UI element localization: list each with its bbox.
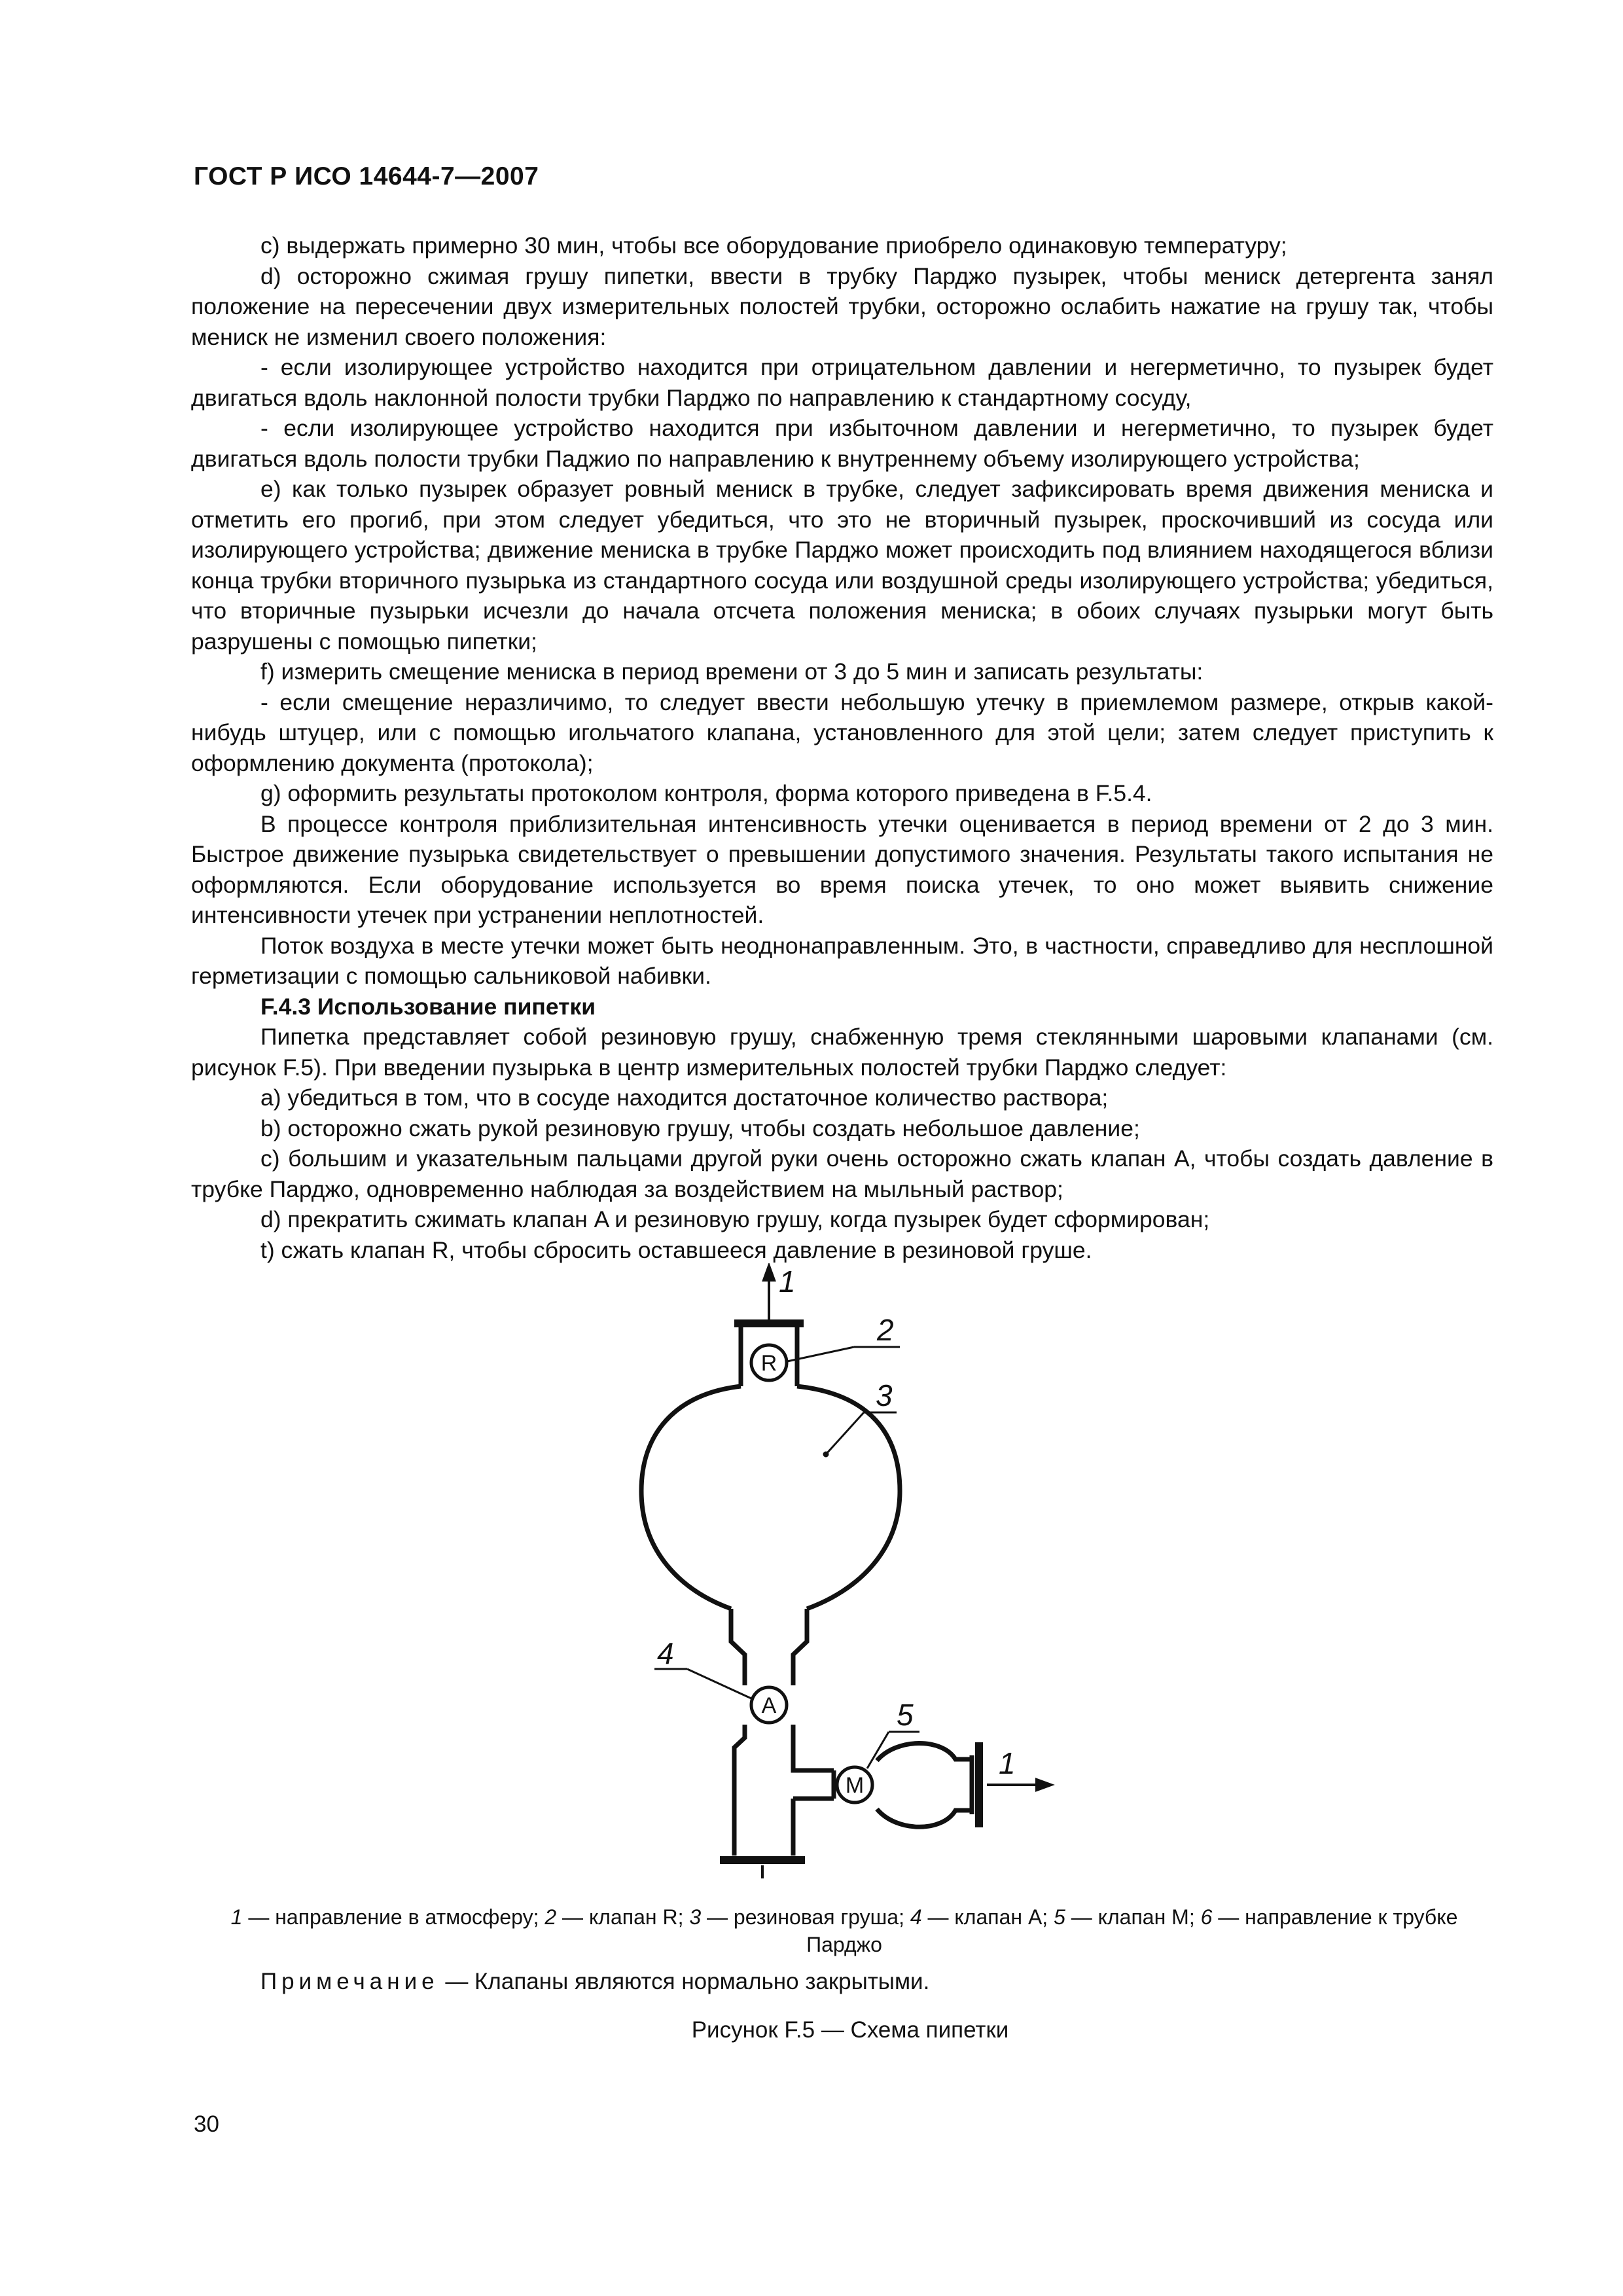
callout-3: 3	[876, 1378, 893, 1412]
figure-note	[260, 1969, 929, 1995]
valve-a-label: A	[761, 1693, 777, 1718]
paragraph: - если изолирующее устройство находится при отрицательном давлении и негерметично, то пузырек будет двигаться вдоль наклонной полости трубки Парджо по направлению к стандартному сосуду,	[191, 354, 1493, 411]
callout-2: 2	[877, 1313, 894, 1347]
body-text	[191, 230, 1493, 1265]
rubber-bulb	[641, 1386, 900, 1609]
paragraph: b) осторожно сжать рукой резиновую грушу, чтобы создать небольшое давление;	[260, 1115, 1140, 1141]
valve-r-label: R	[760, 1351, 777, 1376]
paragraph: Пипетка представляет собой резиновую грушу, снабженную тремя стеклянными шаровыми клапанами (см. рисунок F.5). При введении пузырька в центр измерительных полостей трубки Парджо следует:	[191, 1024, 1493, 1081]
callout-1-top: 1	[779, 1265, 796, 1299]
paragraph: В процессе контроля приблизительная интенсивность утечки оценивается в период времени от 2 до 3 мин. Быстрое движение пузырька свидетельствует о превышении допустимого значения. Результаты такого испытания не оформляются. Если оборудование используется во время поиска утечек, то оно может выявить снижение интенсивности утечек при устранении неплотностей.	[191, 810, 1493, 928]
callout-4: 4	[657, 1636, 674, 1670]
paragraph: e) как только пузырек образует ровный мениск в трубке, следует зафиксировать время движения мениска и отметить его прогиб, при этом следует убедиться, что это не вторичный пузырек, проскочивший из сосуда или изолирующего устройства; движение мениска в трубке Парджо может происходить под влиянием находящегося вблизи конца трубки вторичного пузырька из стандартного сосуда или воздушной среды изолирующего устройства; убедиться, что вторичные пузырьки исчезли до начала отсчета положения мениска; в обоих случаях пузырьки могут быть разрушены с помощью пипетки;	[191, 476, 1493, 655]
paragraph: a) убедиться в том, что в сосуде находится достаточное количество раствора;	[260, 1085, 1109, 1111]
paragraph: d) прекратить сжимать клапан A и резиновую грушу, когда пузырек будет сформирован;	[260, 1206, 1210, 1232]
paragraph: c) выдержать примерно 30 мин, чтобы все оборудование приобрело одинаковую температуру;	[260, 232, 1287, 259]
figure-legend: 1 — направление в атмосферу; 2 — клапан R; 3 — резиновая груша; 4 — клапан A; 5 — клапан M; 6 — направление к трубке Парджо	[230, 1905, 1458, 1956]
paragraph: Поток воздуха в месте утечки может быть неоднонаправленным. Это, в частности, справедливо для несплошной герметизации с помощью сальниковой набивки.	[191, 932, 1493, 989]
leader-4	[687, 1669, 751, 1698]
callout-1-right: 1	[999, 1746, 1016, 1780]
leader-5	[867, 1732, 889, 1768]
paragraph: - если смещение неразличимо, то следует ввести небольшую утечку в приемлемом размере, открыв какой-нибудь штуцер, или с помощью игольчатого клапана, установленного для этой цели; затем следует приступить к оформлению документа (протокола);	[191, 689, 1493, 776]
callout-5: 5	[897, 1698, 914, 1732]
paragraph: t) сжать клапан R, чтобы сбросить оставшееся давление в резиновой груше.	[260, 1236, 1092, 1263]
page-number: 30	[194, 2111, 219, 2137]
paragraph: d) осторожно сжимая грушу пипетки, ввести в трубку Парджо пузырек, чтобы мениск детергента занял положение на пересечении двух измерительных полостей трубки, осторожно ослабить нажатие на грушу так, чтобы мениск не изменил своего положения:	[191, 262, 1493, 350]
valve-m-label: M	[845, 1773, 865, 1798]
figure-caption: Рисунок F.5 — Схема пипетки	[691, 2017, 1009, 2043]
leader-3	[826, 1412, 864, 1454]
paragraph: - если изолирующее устройство находится при избыточном давлении и негерметично, то пузырек будет двигаться вдоль полости трубки Паджио по направлению к внутреннему объему изолирующего устройства;	[191, 415, 1493, 472]
pipette-diagram	[589, 1263, 1086, 1878]
section-heading: F.4.3 Использование пипетки	[260, 993, 596, 1020]
note-text: — Клапаны являются нормально закрытыми.	[438, 1969, 930, 1994]
paragraph: c) большим и указательным пальцами другой руки очень осторожно сжать клапан A, чтобы создать давление в трубке Парджо, одновременно наблюдая за воздействием на мыльный раствор;	[191, 1145, 1493, 1202]
note-label: Примечание	[260, 1969, 439, 1994]
paragraph: f) измерить смещение мениска в период времени от 3 до 5 мин и записать результаты:	[260, 658, 1204, 685]
document-header: ГОСТ Р ИСО 14644-7—2007	[194, 162, 539, 190]
paragraph: g) оформить результаты протоколом контроля, форма которого приведена в F.5.4.	[260, 780, 1152, 806]
